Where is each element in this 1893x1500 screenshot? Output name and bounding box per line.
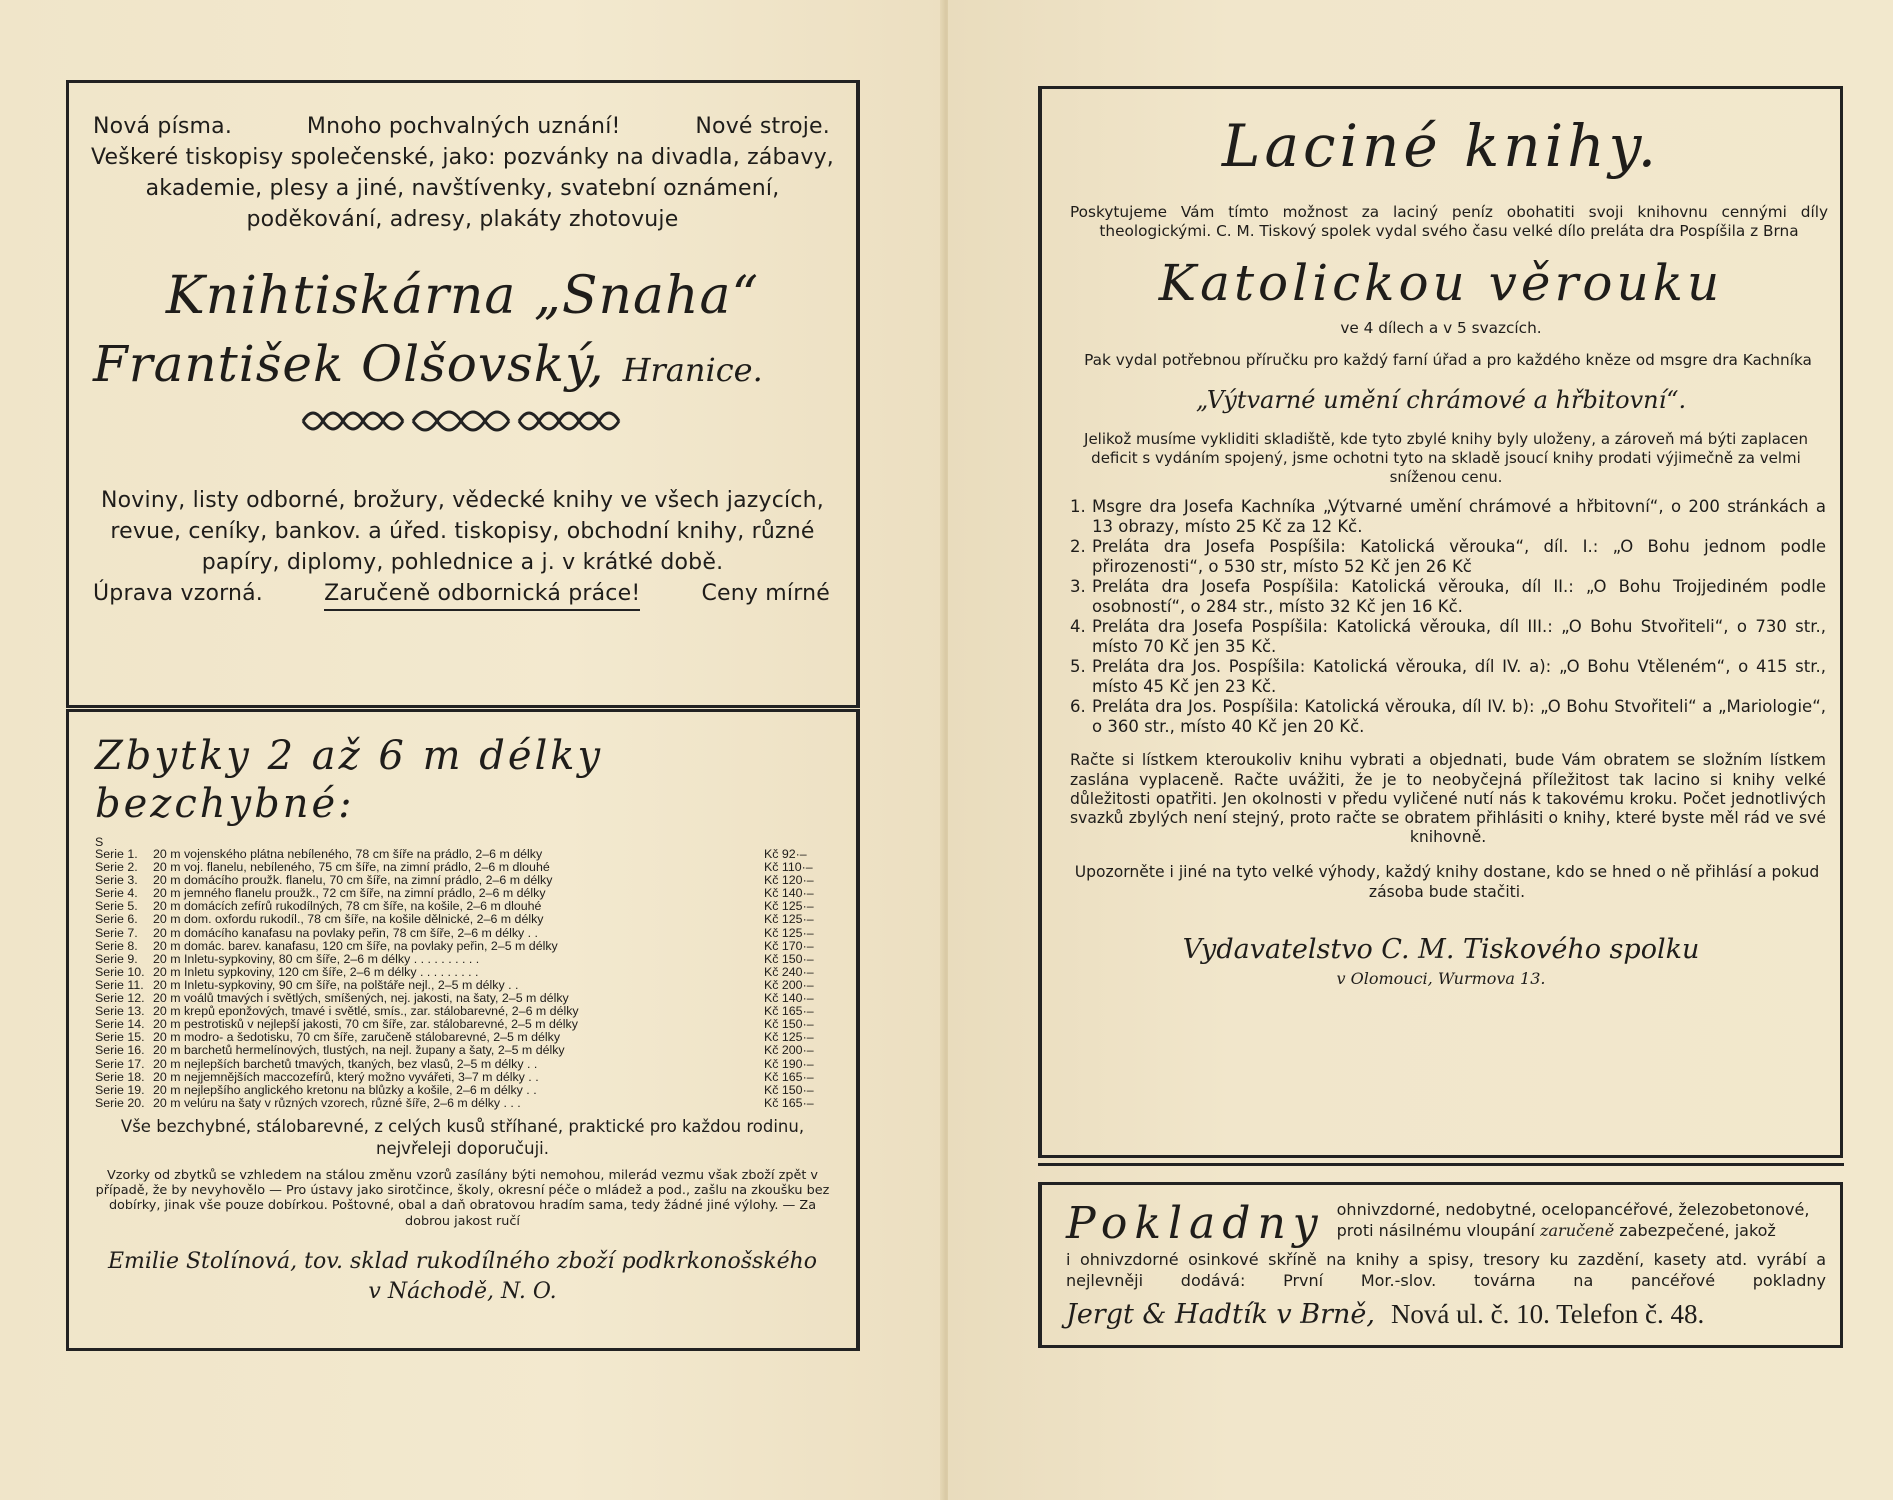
safes-word: Pokladny bbox=[1066, 1198, 1325, 1249]
book-title: Katolickou věrouku bbox=[1158, 254, 1724, 313]
divider-line bbox=[1038, 1163, 1844, 1166]
series-number: Serie 3. bbox=[95, 873, 138, 888]
series-row bbox=[95, 887, 832, 900]
series-price: Kč 170·– bbox=[764, 938, 814, 953]
prices-text: Ceny mírné bbox=[701, 581, 830, 606]
series-row bbox=[95, 900, 832, 913]
clearance-reason: Jelikož musíme vykliditi skladiště, kde tyto zbylé knihy byly uloženy, a zároveň má býti zaplacen deficit s vydáním spojený, jsme ochotni tyto na skladě jsoucí knihy prodati výjimečně za velmi sníženou cenu. bbox=[1084, 429, 1808, 487]
safes-ad bbox=[1038, 1182, 1843, 1348]
series-number: Serie 10. bbox=[95, 964, 145, 979]
series-description: 20 m modro- a šedotisku, 70 cm šíře, zaručeně stálobarevné, 2–5 m délky bbox=[153, 1031, 561, 1045]
series-description: 20 m dom. oxfordu rukodíl., 78 cm šíře, na košile dělnické, 2–6 m délky bbox=[153, 913, 544, 927]
samples-notice: Vzorky od zbytků se vzhledem na stálou změnu vzorů zasílány býti nemohou, milerád vezmu však zboží zpět v případě, že by nevyhovělo — Pro ústavy jako sirotčince, školy, okresní péče o mládež a pod., zašlu na zkoušku bez dobírky, jinak vše pouze dobírkou. Poštovné, obal a daň obratovou hradím sama, tedy žádné jiné výlohy. — Za dobrou jakost ručí bbox=[95, 1167, 830, 1229]
series-number: Serie 8. bbox=[95, 938, 138, 953]
remnants-title: Zbytky 2 až 6 m délky bezchybné: bbox=[95, 733, 604, 827]
seller-signature: Emilie Stolínová, tov. sklad rukodílného zboží podkrkonošského bbox=[107, 1249, 818, 1275]
book-list bbox=[1042, 487, 1840, 737]
series-description: 20 m vojenského plátna nebíleného, 78 cm šíře na prádlo, 2–6 m délky bbox=[153, 848, 543, 861]
ornament bbox=[69, 401, 856, 445]
series-description: 20 m nejlepšího anglického kretonu na blůzky a košile, 2–6 m délky . . bbox=[153, 1083, 537, 1097]
new-fonts-text: Nová písma. bbox=[93, 114, 233, 139]
series-row bbox=[95, 1005, 832, 1018]
series-row bbox=[95, 992, 832, 1005]
fabric-remnants-ad bbox=[66, 709, 860, 1351]
book-item-number: 1. bbox=[1070, 497, 1086, 517]
series-number: Serie 20. bbox=[95, 1095, 145, 1110]
series-price: Kč 150·– bbox=[764, 951, 814, 966]
series-price: Kč 125·– bbox=[764, 899, 814, 914]
book-item-number: 4. bbox=[1070, 617, 1086, 637]
book-list-item bbox=[1070, 697, 1826, 737]
cheap-books-ad bbox=[1038, 86, 1843, 1158]
series-price: Kč 150·– bbox=[764, 1017, 814, 1032]
second-book-title: „Výtvarné umění chrámové a hřbitovní“. bbox=[1195, 385, 1687, 414]
quality-text: Zaručeně odbornická práce! bbox=[324, 578, 640, 611]
series-price: Kč 125·– bbox=[764, 1030, 814, 1045]
series-price: Kč 120·– bbox=[764, 873, 814, 888]
seller-address: v Náchodě, N. O. bbox=[368, 1279, 557, 1305]
series-row bbox=[95, 979, 832, 992]
book-item-text: Preláta dra Jos. Pospíšila: Katolická věrouka, díl IV. b): „O Bohu Stvořiteli“ a „Mariologie“, o 360 str., místo 40 Kč jen 20 Kč. bbox=[1092, 697, 1826, 737]
series-price: Kč 200·– bbox=[764, 1043, 814, 1058]
book-list-item bbox=[1070, 497, 1826, 537]
book-list-item bbox=[1070, 657, 1826, 697]
safes-line2a: proti násilnému vloupání bbox=[1336, 1221, 1535, 1240]
series-description: 20 m domácího proužk. flanelu, 70 cm šíře, na zimní prádlo, 2–6 m délky bbox=[153, 874, 553, 888]
series-description: 20 m Inletu-sypkoviny, 80 cm šíře, 2–6 m délky . . . . . . . . . . bbox=[153, 952, 480, 966]
book-item-text: Msgre dra Josefa Kachníka „Výtvarné umění chrámové a hřbitovní“, o 200 stránkách a 13 obrazy, místo 25 Kč za 12 Kč. bbox=[1092, 497, 1826, 537]
safes-line2c: zabezpečené, jakož bbox=[1619, 1221, 1776, 1240]
series-row bbox=[95, 966, 832, 979]
owner-row bbox=[69, 335, 856, 393]
series-row bbox=[95, 1071, 832, 1084]
series-row bbox=[95, 927, 832, 940]
series-price: Kč 190·– bbox=[764, 1056, 814, 1071]
products-text: Noviny, listy odborné, brožury, vědecké knihy ve všech jazycích, revue, ceníky, bankov. a úřed. tiskopisy, obchodní knihy, různé papíry, diplomy, pohlednice a j. v krátké době. bbox=[100, 488, 824, 575]
series-price: Kč 140·– bbox=[764, 886, 814, 901]
safes-line1: ohnivzdorné, nedobytné, ocelopancéřové, železobetonové, bbox=[1336, 1200, 1810, 1219]
town-name: Hranice. bbox=[622, 351, 763, 389]
safes-address: Nová ul. č. 10. Telefon č. 48. bbox=[1390, 1299, 1705, 1329]
safes-firm-row bbox=[1042, 1291, 1840, 1330]
publisher-name: Vydavatelstvo C. M. Tiskového spolku bbox=[1182, 933, 1700, 965]
series-description: 20 m domácích zefírů rukodílných, 78 cm šíře, na košile, 2–6 m dlouhé bbox=[153, 900, 542, 914]
series-row bbox=[95, 1031, 832, 1044]
series-price: Kč 240·– bbox=[764, 964, 814, 979]
series-price: Kč 125·– bbox=[764, 925, 814, 940]
series-number: Serie 11. bbox=[95, 977, 144, 992]
book-item-text: Preláta dra Josefa Pospíšila: Katolická věrouka“, díl. I.: „O Bohu jednom podle přirozenosti“, o 530 str, místo 52 Kč jen 26 Kč bbox=[1092, 537, 1826, 577]
book-item-text: Preláta dra Josefa Pospíšila: Katolická věrouka, díl II.: „O Bohu Trojjediném podle osobností“, o 284 str., místo 32 Kč jen 16 Kč. bbox=[1092, 577, 1826, 617]
ad-header-row bbox=[69, 83, 856, 142]
series-number: Serie 12. bbox=[95, 991, 145, 1006]
series-description: 20 m voj. flanelu, nebíleného, 75 cm šíře, na zimní prádlo, 2–6 m dlouhé bbox=[153, 861, 550, 875]
series-number: Serie 5. bbox=[95, 899, 138, 914]
series-number: Serie 4. bbox=[95, 886, 138, 901]
safes-firm: Jergt & Hadtík v Brně, bbox=[1066, 1299, 1375, 1330]
series-price: Kč 150·– bbox=[764, 1082, 814, 1097]
book-item-text: Preláta dra Josefa Pospíšila: Katolická věrouka, díl III.: „O Bohu Stvořiteli“, o 730 str., místo 70 Kč jen 35 Kč. bbox=[1092, 617, 1826, 657]
publisher-address: v Olomouci, Wurmova 13. bbox=[1336, 968, 1546, 988]
series-number: Serie 18. bbox=[95, 1069, 145, 1084]
series-price: Kč 165·– bbox=[764, 1004, 814, 1019]
second-book-intro: Pak vydal potřebnou příručku pro každý farní úřad a pro každého kněze od msgre dra Kachníka bbox=[1084, 350, 1812, 369]
series-row bbox=[95, 953, 832, 966]
series-description: 20 m velúru na šaty v různých vzorech, různé šíře, 2–6 m délky . . . bbox=[153, 1096, 521, 1110]
series-number: Serie 17. bbox=[95, 1056, 145, 1071]
series-number: Serie 15. bbox=[95, 1030, 145, 1045]
series-price: Kč 92·– bbox=[764, 847, 807, 861]
series-number: Serie 9. bbox=[95, 951, 138, 966]
firm-name: Knihtiskárna „Snaha“ bbox=[165, 266, 760, 326]
series-row bbox=[95, 1058, 832, 1071]
quality-note: Vše bezchybné, stálobarevné, z celých kusů stříhané, praktické pro každou rodinu, nejvřeleji doporučuji. bbox=[120, 1116, 805, 1158]
book-list-item bbox=[1070, 617, 1826, 657]
series-description: 20 m voálů tmavých i světlých, smíšených, nej. jakosti, na šaty, 2–5 m délky bbox=[153, 992, 569, 1006]
series-price: Kč 165·– bbox=[764, 1069, 814, 1084]
order-request: Račte si lístkem kteroukoliv knihu vybrati a objednati, bude Vám obratem se složním lístkem zaslána vyplaceně. Račte uvážiti, že je to neobyčejná příležitost tak lacino si knihy velké důležitosti opatřiti. Jen okolnosti v předu vyličené nutí nás k takovému kroku. Počet jednotlivých svazků zbylých není stejný, proto račte se obratem přihlásiti o knihy, které byste měl rád ve své knihovně. bbox=[1070, 751, 1826, 847]
safes-description bbox=[1337, 1199, 1810, 1241]
ad-footer-row bbox=[69, 578, 856, 611]
safes-line2 bbox=[1337, 1220, 1810, 1241]
printing-house-ad bbox=[66, 80, 860, 708]
new-machines-text: Nové stroje. bbox=[695, 114, 830, 139]
series-number: Serie 6. bbox=[95, 912, 138, 927]
printing-intro: Veškeré tiskopisy společenské, jako: pozvánky na divadla, zábavy, akademie, plesy a jiné, navštívenky, svatební oznámení, poděkování, adresy, plakáty zhotovuje bbox=[91, 145, 834, 232]
layout-text: Úprava vzorná. bbox=[93, 581, 263, 606]
series-row bbox=[95, 848, 832, 861]
books-intro: Poskytujeme Vám tímto možnost za laciný peníz obohatiti svoji knihovnu cennými díly theologickými. C. M. Tiskový spolek vydal svého času velké dílo preláta dra Pospíšila z Brna bbox=[1070, 203, 1828, 241]
series-number: Serie 7. bbox=[95, 925, 138, 940]
book-item-number: 2. bbox=[1070, 537, 1086, 557]
series-number: Serie 14. bbox=[95, 1017, 145, 1032]
safes-guarantee: zaručeně bbox=[1540, 1221, 1615, 1240]
book-item-number: 3. bbox=[1070, 577, 1086, 597]
book-subtitle: ve 4 dílech a v 5 svazcích. bbox=[1340, 319, 1542, 338]
books-title: Laciné knihy. bbox=[1221, 112, 1661, 180]
series-head: S bbox=[95, 835, 104, 849]
series-description: 20 m nejjemnějších maccozefírů, který možno vyvářeti, 3–7 m délky . . bbox=[153, 1070, 539, 1084]
series-description: 20 m barchetů hermelínových, tlustých, na nejl. župany a šaty, 2–5 m délky bbox=[153, 1044, 565, 1058]
series-price: Kč 165·– bbox=[764, 1095, 814, 1110]
series-list bbox=[69, 828, 856, 1110]
series-description: 20 m nejlepších barchetů tmavých, tkaných, bez vlasů, 2–5 m délky . . bbox=[153, 1057, 538, 1071]
series-number: Serie 2. bbox=[95, 860, 138, 875]
share-notice: Upozorněte i jiné na tyto velké výhody, každý knihy dostane, kdo se hned o ně přihlásí a pokud zásoba bude stačiti. bbox=[1074, 863, 1820, 901]
book-item-text: Preláta dra Jos. Pospíšila: Katolická věrouka, díl IV. a): „O Bohu Vtěleném“, o 415 str., místo 45 Kč jen 23 Kč. bbox=[1092, 657, 1826, 697]
series-price: Kč 200·– bbox=[764, 977, 814, 992]
series-description: 20 m krepů eponžových, tmavé i světlé, smís., zar. stálobarevné, 2–6 m délky bbox=[153, 1005, 579, 1019]
series-row bbox=[95, 940, 832, 953]
series-row bbox=[95, 1044, 832, 1057]
praise-text: Mnoho pochvalných uznání! bbox=[306, 114, 621, 139]
series-description: 20 m Inletu-sypkoviny, 90 cm šíře, na polštáře nejl., 2–5 m délky . . bbox=[153, 978, 519, 992]
series-row bbox=[95, 1018, 832, 1031]
series-description: 20 m pestrotisků v nejlepší jakosti, 70 cm šíře, zar. stálobarevné, 2–5 m délky bbox=[153, 1018, 578, 1032]
safes-rest: i ohnivzdorné osinkové skříně na knihy a spisy, tresory ku zazdění, kasety atd. vyrábí a nejlevněji dodává: První Mor.-slov. továrna na pancéřové pokladny bbox=[1066, 1250, 1826, 1290]
series-row bbox=[95, 861, 832, 874]
series-price: Kč 140·– bbox=[764, 991, 814, 1006]
book-item-number: 6. bbox=[1070, 697, 1086, 717]
series-row bbox=[95, 1097, 832, 1110]
series-row bbox=[95, 1084, 832, 1097]
book-list-item bbox=[1070, 537, 1826, 577]
series-number: Serie 13. bbox=[95, 1004, 145, 1019]
series-description: 20 m Inletu sypkoviny, 120 cm šíře, 2–6 m délky . . . . . . . . . bbox=[153, 965, 479, 979]
safes-header bbox=[1042, 1185, 1840, 1249]
owner-name: František Olšovský, bbox=[93, 335, 605, 393]
series-description: 20 m domác. barev. kanafasu, 120 cm šíře, na povlaky peřin, 2–5 m délky bbox=[153, 939, 558, 953]
series-number: Serie 19. bbox=[95, 1082, 145, 1097]
series-description: 20 m domácího kanafasu na povlaky peřin, 78 cm šíře, 2–6 m délky . . bbox=[153, 926, 538, 940]
book-list-item bbox=[1070, 577, 1826, 617]
series-price: Kč 110·– bbox=[764, 860, 813, 875]
series-row bbox=[95, 913, 832, 926]
series-number: Serie 1. bbox=[95, 847, 138, 861]
ornament-icon bbox=[293, 401, 633, 441]
series-number: Serie 16. bbox=[95, 1043, 145, 1058]
book-item-number: 5. bbox=[1070, 657, 1086, 677]
series-row bbox=[95, 874, 832, 887]
series-description: 20 m jemného flanelu proužk., 72 cm šíře, na zimní prádlo, 2–6 m délky bbox=[153, 887, 546, 901]
series-price: Kč 125·– bbox=[764, 912, 814, 927]
